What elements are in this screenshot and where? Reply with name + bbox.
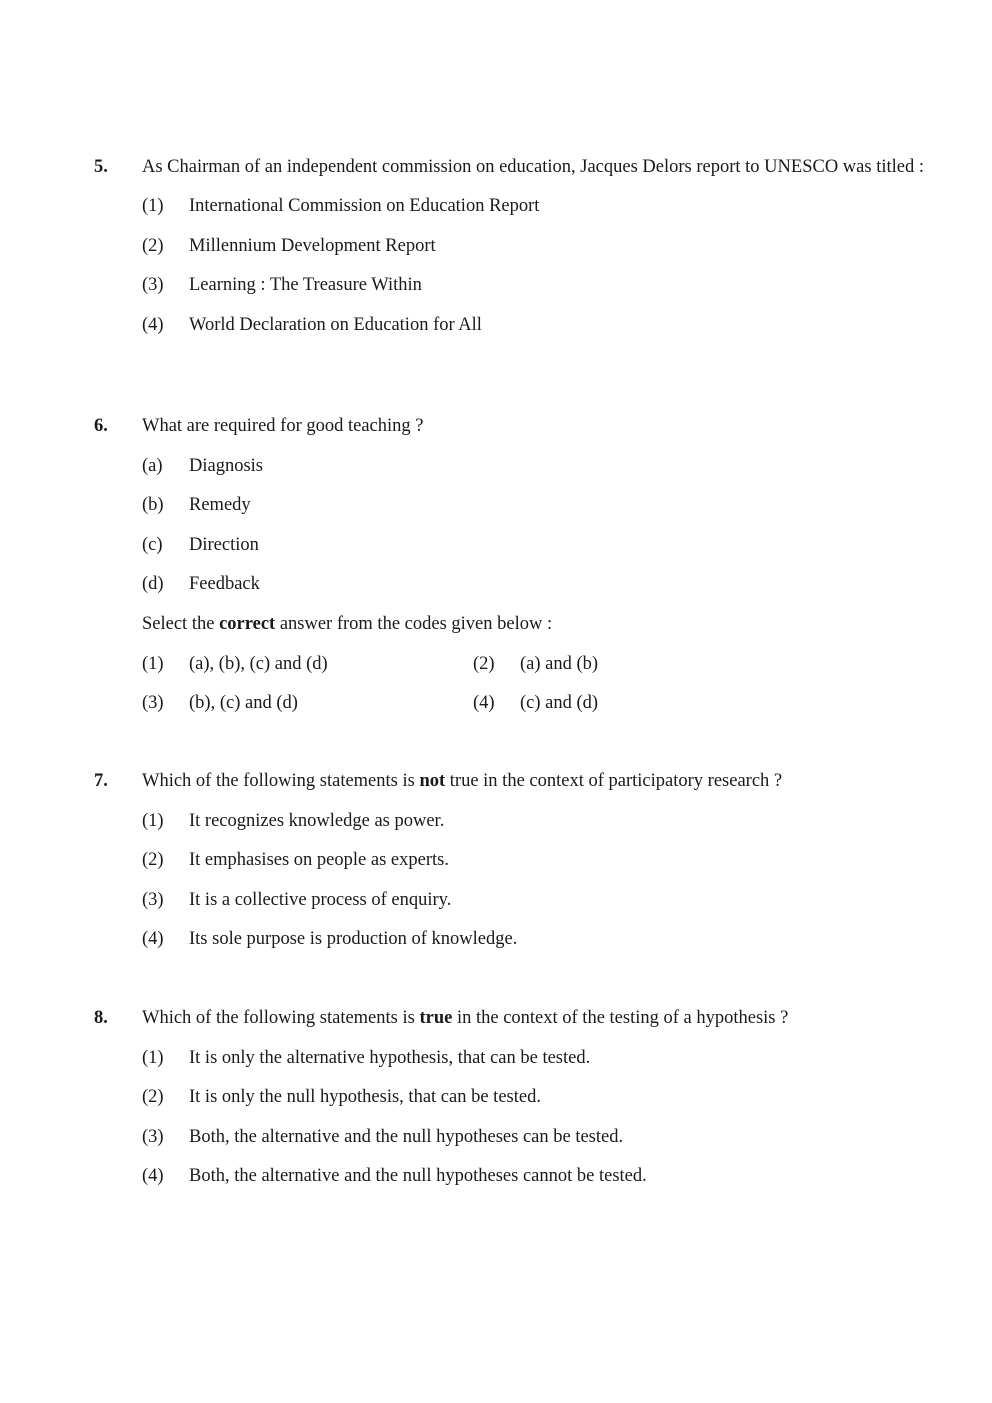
question-8: [94, 1007, 924, 1187]
emphasis: correct: [219, 613, 276, 634]
option-1: [142, 195, 924, 217]
question-number: 7.: [94, 771, 108, 791]
option-label: (1): [142, 810, 164, 831]
question-5: [94, 156, 924, 336]
question-text: As Chairman of an independent commission on education, Jacques Delors report to UNESCO was titled :: [142, 157, 924, 177]
option-3: [142, 889, 924, 911]
answer-codes: [142, 653, 924, 715]
item-a: [142, 455, 924, 477]
option-3: [142, 1126, 924, 1148]
option-label: (4): [142, 315, 164, 336]
item-label: (c): [142, 534, 163, 555]
emphasis: true: [419, 1008, 453, 1028]
option-label: (1): [142, 196, 164, 216]
option-text: International Commission on Education Report: [189, 196, 540, 216]
emphasis: not: [419, 771, 446, 791]
option-label: (2): [142, 850, 164, 871]
option-text: It recognizes knowledge as power.: [189, 810, 445, 831]
code-label: (4): [473, 693, 495, 714]
option-text: It emphasises on people as experts.: [189, 850, 449, 871]
option-1: [142, 1047, 924, 1069]
code-label: (2): [473, 653, 495, 674]
item-d: [142, 573, 924, 595]
item-label: (b): [142, 495, 164, 516]
option-text: World Declaration on Education for All: [189, 315, 482, 336]
item-b: [142, 494, 924, 516]
option-label: (3): [142, 275, 164, 296]
question-7: [94, 770, 924, 950]
option-text: It is only the alternative hypothesis, that can be tested.: [189, 1047, 591, 1068]
option-3: [142, 274, 924, 296]
question-number: 5.: [94, 157, 108, 177]
item-label: (a): [142, 455, 163, 476]
option-4: [142, 314, 924, 336]
code-label: (1): [142, 653, 164, 674]
option-text: Millennium Development Report: [189, 235, 436, 256]
code-text: (a) and (b): [520, 653, 599, 674]
item-text: Remedy: [189, 495, 251, 516]
item-text: Feedback: [189, 574, 260, 595]
option-4: [142, 1165, 924, 1187]
option-2: [142, 1086, 924, 1108]
question-number: 6.: [94, 416, 108, 436]
question-number: 8.: [94, 1008, 108, 1028]
item-text: Diagnosis: [189, 455, 263, 476]
instruction: Select the correct answer from the codes given below :: [142, 613, 553, 634]
item-label: (d): [142, 574, 164, 595]
option-label: (3): [142, 1126, 164, 1147]
option-text: It is a collective process of enquiry.: [189, 889, 452, 910]
option-text: It is only the null hypothesis, that can be tested.: [189, 1087, 541, 1108]
question-text: Which of the following statements is not true in the context of participatory research ?: [142, 771, 783, 791]
option-2: [142, 235, 924, 257]
option-text: Both, the alternative and the null hypotheses can be tested.: [189, 1126, 624, 1147]
codes-row: [142, 653, 924, 675]
option-2: [142, 849, 924, 871]
option-4: [142, 928, 924, 950]
option-1: [142, 810, 924, 832]
codes-row: [142, 692, 924, 714]
question-6: [94, 415, 924, 714]
option-text: Its sole purpose is production of knowledge.: [189, 929, 518, 950]
question-text: What are required for good teaching ?: [142, 416, 424, 436]
item-c: [142, 534, 924, 556]
option-label: (2): [142, 235, 164, 256]
code-text: (a), (b), (c) and (d): [189, 653, 328, 674]
option-label: (4): [142, 1166, 164, 1187]
option-text: Both, the alternative and the null hypotheses cannot be tested.: [189, 1166, 647, 1187]
option-label: (1): [142, 1047, 164, 1068]
option-label: (4): [142, 929, 164, 950]
code-label: (3): [142, 693, 164, 714]
item-text: Direction: [189, 534, 259, 555]
code-text: (c) and (d): [520, 693, 599, 714]
code-text: (b), (c) and (d): [189, 693, 298, 714]
option-text: Learning : The Treasure Within: [189, 275, 422, 296]
question-text: Which of the following statements is true in the context of the testing of a hypothesis ?: [142, 1008, 789, 1028]
option-label: (2): [142, 1087, 164, 1108]
option-label: (3): [142, 889, 164, 910]
